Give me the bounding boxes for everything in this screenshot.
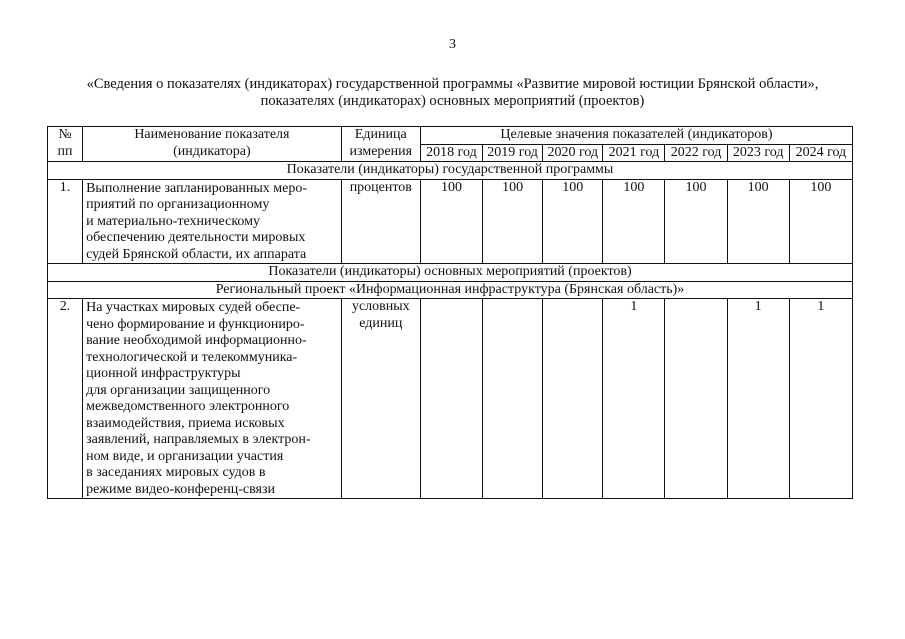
header-number-line1: №	[58, 127, 72, 142]
header-name-line1: Наименование показателя	[134, 127, 290, 142]
indicator-name-line: чено формирование и функциониро-	[86, 316, 305, 332]
row-number: 2.	[48, 299, 83, 499]
section-activities-indicators: Показатели (индикаторы) основных мероприятий (проектов)	[48, 264, 853, 282]
header-unit-line1: Единица	[354, 127, 407, 142]
indicator-name-line: обеспечению деятельности мировых	[86, 230, 306, 245]
indicator-name	[83, 299, 342, 499]
page-number: 3	[449, 37, 456, 52]
header-year: 2021 год	[603, 144, 665, 162]
indicator-name-line: приятий по организационному	[86, 197, 270, 212]
row-number: 1.	[48, 179, 83, 264]
indicator-name-line: вание необходимой информационно-	[86, 333, 307, 348]
section-row-regional-project	[48, 281, 853, 299]
indicator-name-line: взаимодействия, приема исковых	[86, 415, 285, 431]
section-row-activities	[48, 264, 853, 282]
header-year: 2023 год	[727, 144, 789, 162]
header-unit-line2: измерения	[349, 143, 413, 159]
section-program-indicators: Показатели (индикаторы) государственной программы	[48, 162, 853, 180]
unit-line2: единиц	[359, 315, 403, 331]
indicator-name-line: ном виде, и организации участия	[86, 448, 284, 464]
table-row	[48, 299, 853, 499]
indicator-name	[83, 179, 342, 264]
target-value: 100	[789, 179, 852, 264]
section-row-program	[48, 162, 853, 180]
target-value	[483, 299, 543, 499]
header-year: 2020 год	[543, 144, 603, 162]
indicator-name-line: судей Брянской области, их аппарата	[86, 246, 307, 262]
section-regional-project: Региональный проект «Информационная инфраструктура (Брянская область)»	[48, 281, 853, 299]
target-value: 100	[665, 179, 727, 264]
indicator-name-line: ционной инфраструктуры	[86, 366, 241, 381]
title-line-1: «Сведения о показателях (индикаторах) государственной программы «Развитие мировой юстиции Брянской области»,	[86, 76, 819, 92]
indicator-name-line: На участках мировых судей обеспе-	[86, 300, 301, 315]
header-year: 2019 год	[483, 144, 543, 162]
indicator-name-line: технологической и телекоммуника-	[86, 349, 298, 365]
unit-of-measure	[341, 299, 420, 499]
document-title	[40, 76, 865, 110]
header-year: 2024 год	[789, 144, 852, 162]
indicator-name-line: и материально-техническому	[86, 213, 261, 229]
header-name-cell	[83, 127, 342, 162]
header-name-line2: (индикатора)	[173, 143, 251, 159]
target-value: 100	[603, 179, 665, 264]
header-targets-cell: Целевые значения показателей (индикаторов)	[420, 127, 852, 145]
indicator-name-line: в заседаниях мировых судов в	[86, 465, 266, 480]
target-value: 100	[727, 179, 789, 264]
indicator-name-line: заявлений, направляемых в электрон-	[86, 432, 311, 447]
unit-of-measure: процентов	[341, 179, 420, 264]
indicators-table	[47, 126, 853, 499]
header-number-cell	[48, 127, 83, 162]
header-number-line2: пп	[57, 143, 73, 159]
target-value	[420, 299, 482, 499]
target-value: 100	[420, 179, 482, 264]
target-value: 1	[789, 299, 852, 499]
header-unit-cell	[341, 127, 420, 162]
header-year: 2022 год	[665, 144, 727, 162]
target-value: 100	[543, 179, 603, 264]
target-value: 1	[727, 299, 789, 499]
title-line-2: показателях (индикаторах) основных мероприятий (проектов)	[260, 93, 645, 109]
indicator-name-line: режиме видео-конференц-связи	[86, 481, 275, 497]
target-value: 100	[483, 179, 543, 264]
header-year: 2018 год	[420, 144, 482, 162]
indicator-name-line: межведомственного электронного	[86, 399, 290, 414]
target-value: 1	[603, 299, 665, 499]
unit-line1: условных	[351, 299, 410, 314]
target-value	[543, 299, 603, 499]
target-value	[665, 299, 727, 499]
indicator-name-line: Выполнение запланированных меро-	[86, 180, 308, 196]
indicator-name-line: для организации защищенного	[86, 382, 271, 398]
table-row	[48, 179, 853, 264]
header-row-1	[48, 127, 853, 145]
